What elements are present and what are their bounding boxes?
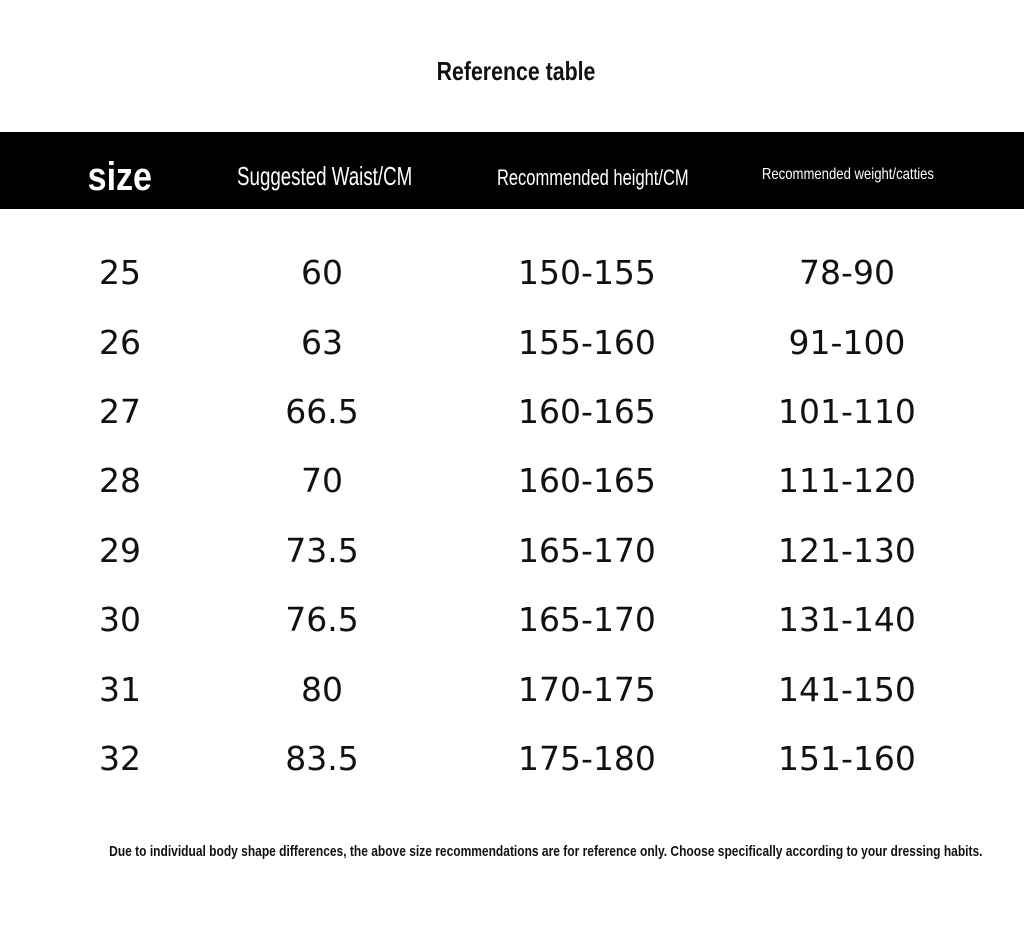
table-row xyxy=(0,307,1024,376)
cell-height: 160-165 xyxy=(518,461,656,501)
header-height-label: Recommended height/CM xyxy=(496,164,689,190)
cell-size: 25 xyxy=(99,253,141,293)
cell-size: 29 xyxy=(99,530,141,570)
cell-weight: 111-120 xyxy=(778,461,916,501)
disclaimer-note xyxy=(0,843,1020,860)
cell-size: 30 xyxy=(99,600,141,640)
cell-weight: 131-140 xyxy=(778,600,916,640)
header-weight xyxy=(725,132,970,209)
table-row xyxy=(0,654,1024,723)
cell-waist: 83.5 xyxy=(285,738,359,778)
header-waist-label: Suggested Waist/CM xyxy=(237,161,413,191)
cell-height: 150-155 xyxy=(518,253,656,293)
disclaimer-text: Due to individual body shape differences, the above size recommendations are for reference only. Choose specifically according to your dressing habits. xyxy=(109,843,983,860)
cell-weight: 141-150 xyxy=(778,669,916,709)
cell-weight: 78-90 xyxy=(799,253,895,293)
header-size xyxy=(20,132,220,209)
cell-size: 32 xyxy=(99,738,141,778)
cell-size: 27 xyxy=(99,391,141,431)
table-row xyxy=(0,585,1024,654)
page-title: Reference table xyxy=(436,56,596,86)
cell-waist: 66.5 xyxy=(285,391,359,431)
table-row xyxy=(0,724,1024,793)
cell-waist: 76.5 xyxy=(285,600,359,640)
header-weight-label: Recommended weight/catties xyxy=(761,165,934,183)
cell-height: 165-170 xyxy=(518,600,656,640)
table-row xyxy=(0,446,1024,515)
cell-size: 28 xyxy=(99,461,141,501)
cell-weight: 151-160 xyxy=(778,738,916,778)
cell-height: 160-165 xyxy=(518,391,656,431)
cell-waist: 80 xyxy=(301,669,343,709)
table-row xyxy=(0,377,1024,446)
table-body xyxy=(0,238,1024,793)
cell-weight: 91-100 xyxy=(788,322,906,362)
cell-waist: 60 xyxy=(301,253,343,293)
cell-size: 31 xyxy=(99,669,141,709)
header-waist xyxy=(200,132,450,209)
cell-size: 26 xyxy=(99,322,141,362)
table-row xyxy=(0,516,1024,585)
table-header xyxy=(0,132,1024,209)
cell-waist: 70 xyxy=(301,461,343,501)
table-row xyxy=(0,238,1024,307)
header-size-label: size xyxy=(87,155,153,199)
cell-weight: 101-110 xyxy=(778,391,916,431)
cell-weight: 121-130 xyxy=(778,530,916,570)
cell-waist: 63 xyxy=(301,322,343,362)
cell-height: 165-170 xyxy=(518,530,656,570)
cell-height: 175-180 xyxy=(518,738,656,778)
cell-height: 155-160 xyxy=(518,322,656,362)
cell-height: 170-175 xyxy=(518,669,656,709)
header-height xyxy=(455,132,730,209)
cell-waist: 73.5 xyxy=(285,530,359,570)
